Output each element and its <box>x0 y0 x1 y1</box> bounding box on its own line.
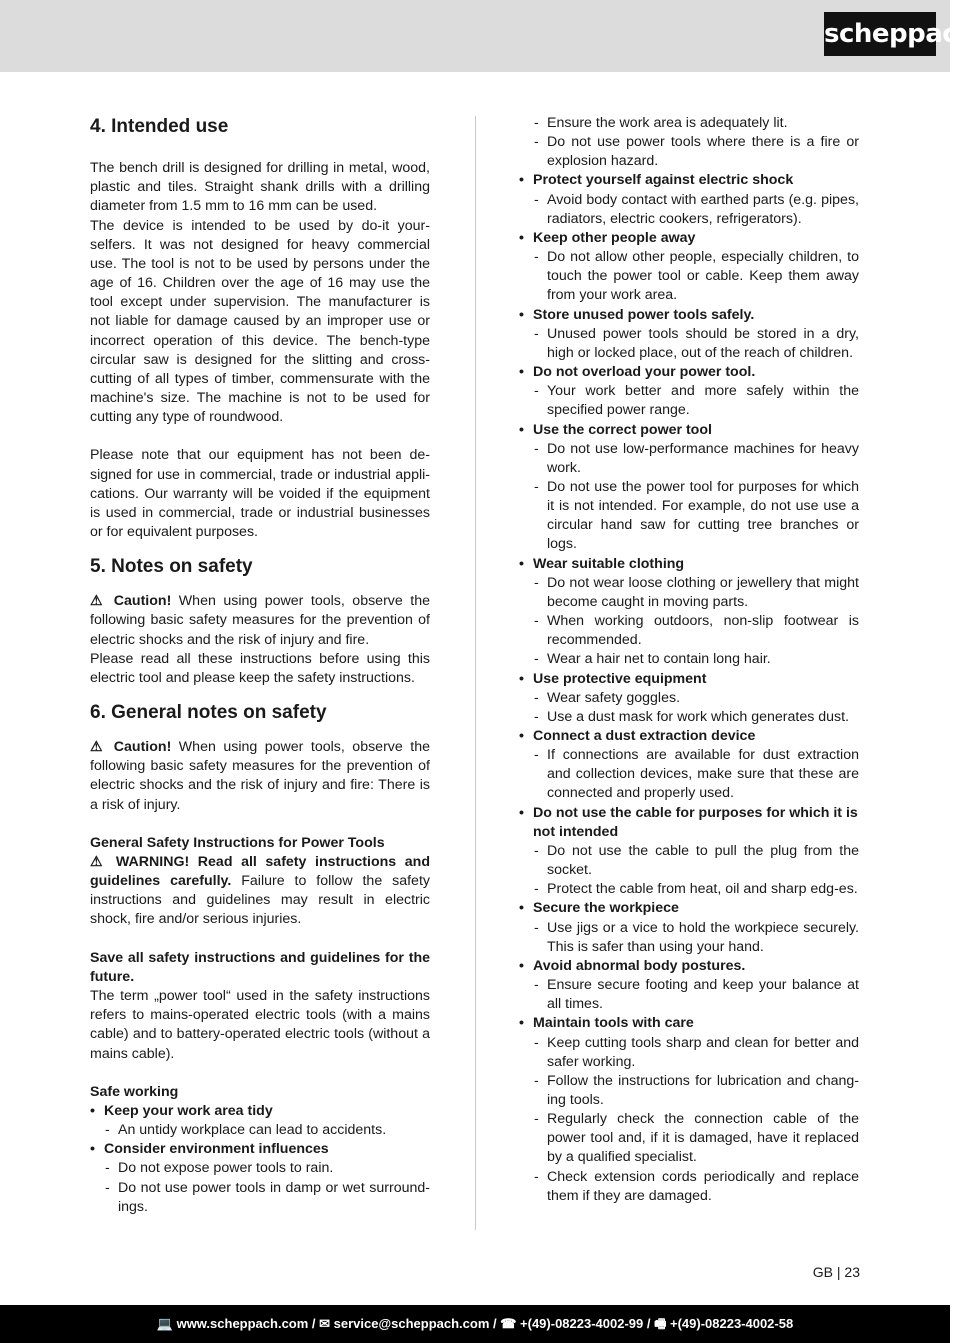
bullet-dust: • Connect a dust extraction device <box>519 727 859 746</box>
warning-paragraph <box>90 853 430 930</box>
general-caution-paragraph <box>90 738 430 815</box>
list-item: - Unused power tools should be stored in a dry, high or locked place, out of the reach of children. <box>519 325 859 363</box>
bullet-store: • Store unused power tools safely. <box>519 306 859 325</box>
list-item: - Do not wear loose clothing or jewellery that might become caught in moving parts. <box>519 574 859 612</box>
section-6-title: 6. General notes on safety <box>90 702 327 724</box>
bullet-maintain: • Maintain tools with care <box>519 1014 859 1033</box>
bullet-cable: • Do not use the cable for purposes for which it is not intended <box>519 804 859 842</box>
bullet-overload: • Do not overload your power tool. <box>519 363 859 382</box>
list-item: - Your work better and more safely within the specified power range. <box>519 382 859 420</box>
bullet-protective: • Use protective equipment <box>519 670 859 689</box>
intended-use-p2: The device is intended to be used by do-it your-selfers. It was not designed for heavy commercial use. The tool is not to be used by persons under the age of 16. Children over the age of 16 may use the tool except under supervision. The manufacturer is not liable for damage caused by an improper use or incorrect operation of this device. The bench-type circular saw is designed for the slitting and cross-cutting of all types of timber, commensurate with the machine's size. The machine is not to be used for cutting any type of roundwood. <box>90 217 430 426</box>
safety-read-paragraph: Please read all these instructions before using this electric tool and please keep the safety instructions. <box>90 650 430 686</box>
bullet-work-area: • Keep your work area tidy <box>90 1102 430 1121</box>
list-item: - Use jigs or a vice to hold the workpiece securely. This is safer than using your hand. <box>519 919 859 957</box>
list-item: - Do not use the cable to pull the plug from the socket. <box>519 842 859 880</box>
section-4-title: 4. Intended use <box>90 116 229 137</box>
header-bar <box>0 0 975 72</box>
bullet-environment: • Consider environment influences <box>90 1140 430 1159</box>
warning-text: Failure to follow the safety instructions and guidelines may result in electric shock, fire and/or serious injuries. <box>90 873 430 928</box>
list-item: - Do not use power tools where there is a fire or explosion hazard. <box>519 133 859 171</box>
safe-working-title: Safe working <box>90 1083 179 1100</box>
list-item: - When working outdoors, non-slip footwear is recommended. <box>519 612 859 650</box>
list-item: - Keep cutting tools sharp and clean for better and safer working. <box>519 1034 859 1072</box>
caution-label: ⚠ Caution! <box>90 593 172 610</box>
footer-contact-bar: 💻 www.scheppach.com / ✉ service@scheppach.com / ☎ +(49)-08223-4002-99 / 🖷 +(49)-08223-4002-58 <box>0 1305 950 1343</box>
warning-label: ⚠ WARNING! Read all safety instructions and guidelines carefully. <box>90 853 430 890</box>
bullet-people: • Keep other people away <box>519 229 859 248</box>
list-item: - Ensure the work area is adequately lit. <box>519 114 859 133</box>
intended-use-p3: Please note that our equipment has not been de-signed for use in commercial, trade or industrial appli-cations. Our warranty will be voided if the equipment is used in commercial, trade or industrial businesses or for equivalent purposes. <box>90 447 430 541</box>
list-item: - An untidy workplace can lead to accidents. <box>90 1121 430 1140</box>
safety-caution-paragraph <box>90 592 430 649</box>
list-item: - Do not allow other people, especially children, to touch the power tool or cable. Keep them away from your work area. <box>519 248 859 305</box>
list-item: - Follow the instructions for lubrication and chang-ing tools. <box>519 1072 859 1110</box>
save-text: The term „power tool“ used in the safety instructions refers to mains-operated electric tools (with a mains cable) and to battery-operated electric tools (without a mains cable). <box>90 988 430 1062</box>
list-item: - Do not use low-performance machines for heavy work. <box>519 440 859 478</box>
list-item: - Protect the cable from heat, oil and sharp edg-es. <box>519 880 859 899</box>
intended-use-p1: The bench drill is designed for drilling in metal, wood, plastic and tiles. Straight shank drills with a drilling diameter from 1.5 mm to 16 mm can be used. <box>90 160 430 215</box>
left-column <box>90 114 430 1217</box>
gsi-title: General Safety Instructions for Power Tools <box>90 834 385 851</box>
save-title: Save all safety instructions and guidelines for the future. <box>90 949 430 985</box>
section-5-title: 5. Notes on safety <box>90 556 253 578</box>
brand-logo: scheppach <box>824 12 936 56</box>
right-column <box>519 114 859 1206</box>
bullet-posture: • Avoid abnormal body postures. <box>519 957 859 976</box>
bullet-secure: • Secure the workpiece <box>519 899 859 918</box>
general-caution-text: When using power tools, observe the following basic safety measures for the prevention of electric shocks and the risk of injury and fire: There is a risk of injury. <box>90 739 430 813</box>
column-divider <box>475 116 476 1230</box>
page-number: GB | 23 <box>812 1264 860 1280</box>
list-item: - Wear a hair net to contain long hair. <box>519 650 859 669</box>
list-item: - Do not use the power tool for purposes for which it is not intended. For example, do not use use a circular hand saw for cutting tree branches or logs. <box>519 478 859 555</box>
list-item: - Check extension cords periodically and replace them if they are damaged. <box>519 1168 859 1206</box>
list-item: - Do not expose power tools to rain. <box>90 1159 430 1178</box>
bullet-shock: • Protect yourself against electric shock <box>519 171 859 190</box>
list-item: - Use a dust mask for work which generates dust. <box>519 708 859 727</box>
list-item: - If connections are available for dust extraction and collection devices, make sure that these are connected and properly used. <box>519 746 859 803</box>
caution-label-2: ⚠ Caution! <box>90 739 172 756</box>
list-item: - Ensure secure footing and keep your balance at all times. <box>519 976 859 1014</box>
list-item: - Avoid body contact with earthed parts (e.g. pipes, radiators, electric cookers, refrigerators). <box>519 191 859 229</box>
list-item: - Do not use power tools in damp or wet surround-ings. <box>90 1179 430 1217</box>
caution-text: When using power tools, observe the following basic safety measures for the prevention of electric shocks and the risk of injury and fire. <box>90 593 430 648</box>
bullet-correct-tool: • Use the correct power tool <box>519 421 859 440</box>
list-item: - Regularly check the connection cable of the power tool and, if it is damaged, have it replaced by a qualified specialist. <box>519 1110 859 1167</box>
list-item: - Wear safety goggles. <box>519 689 859 708</box>
bullet-clothing: • Wear suitable clothing <box>519 555 859 574</box>
